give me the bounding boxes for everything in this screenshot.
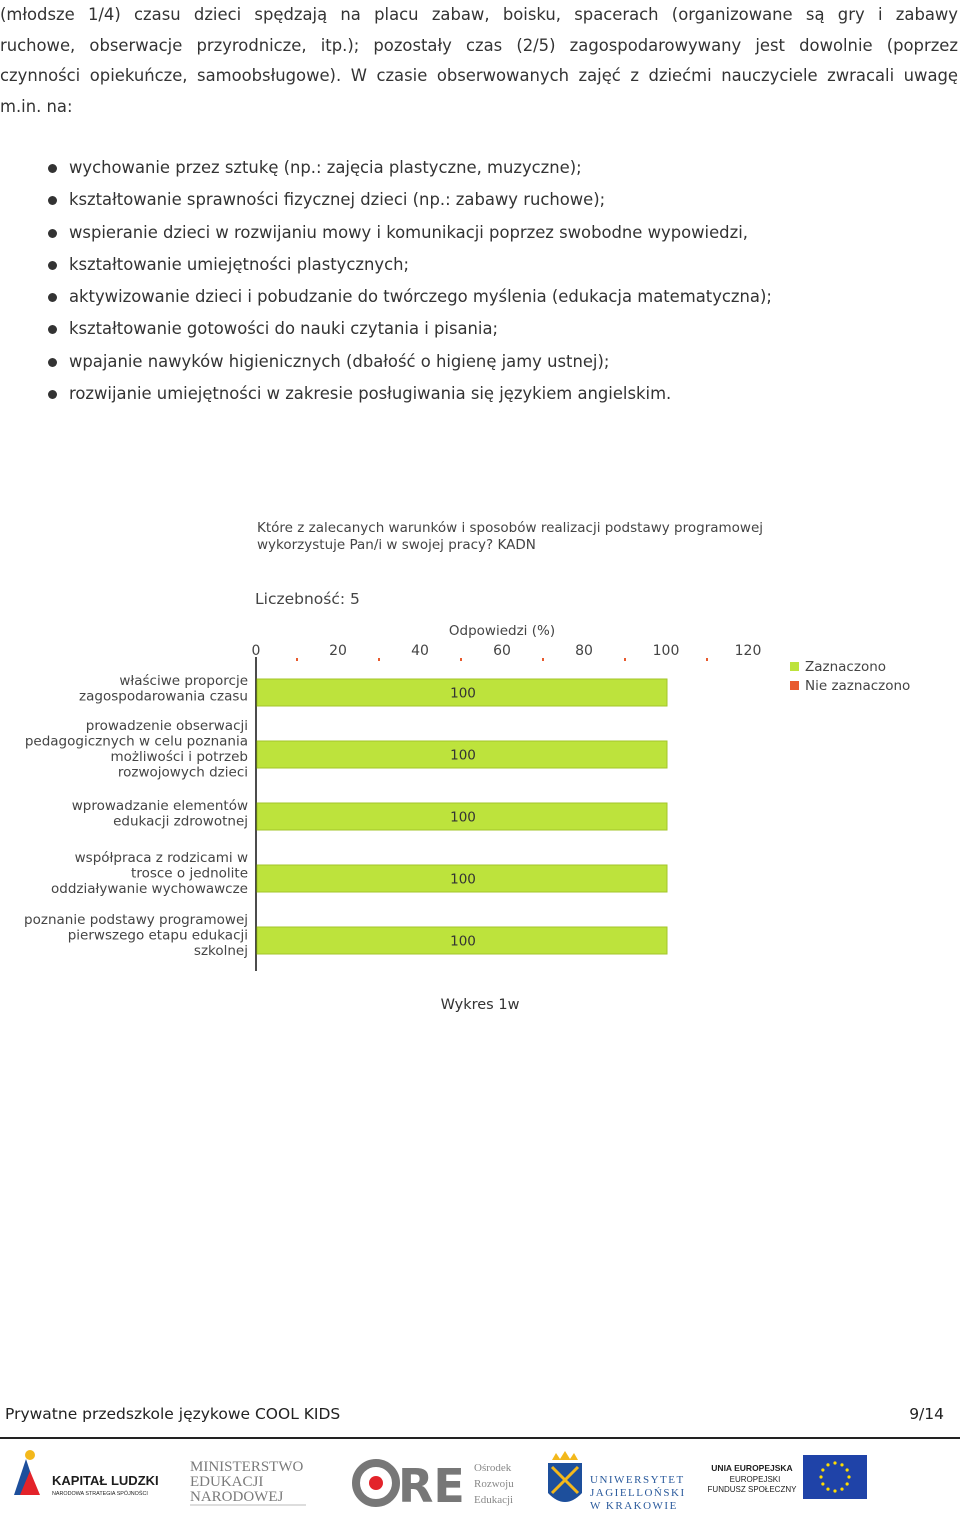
category-label-line: oddziaływanie wychowawcze	[51, 881, 248, 897]
eu-text-line: EUROPEJSKI	[729, 1475, 781, 1484]
list-item-text: wychowanie przez sztukę (np.: zajęcia plastyczne, muzyczne);	[69, 158, 582, 177]
x-tick-label: 100	[652, 643, 680, 659]
men-logo-line: NARODOWEJ	[190, 1489, 284, 1505]
ore-dot-icon	[369, 1476, 383, 1490]
eu-star-icon	[840, 1488, 843, 1491]
x-tick-label: 20	[329, 643, 347, 659]
chart-count-label: Liczebność: 5	[255, 590, 360, 608]
list-item	[0, 152, 772, 184]
chart-x-axis-title: Odpowiedzi (%)	[448, 623, 556, 639]
eu-text-line: UNIA EUROPEJSKA	[711, 1463, 793, 1473]
kapital-ludzki-text: KAPITAŁ LUDZKI	[52, 1473, 159, 1488]
category-label-line: zagospodarowania czasu	[79, 688, 248, 705]
eu-star-icon	[821, 1482, 824, 1485]
legend-swatch	[790, 662, 799, 671]
category-label-line: pedagogicznych w celu poznania	[24, 733, 248, 750]
chart-caption: Wykres 1w	[440, 997, 520, 1013]
bar-data-label: 100	[450, 871, 476, 888]
list-item-text: aktywizowanie dzieci i pobudzanie do twórczego myślenia (edukacja matematyczna);	[69, 287, 772, 307]
list-item-text: kształtowanie sprawności fizycznej dzieci (np.: zabawy ruchowe);	[69, 190, 606, 210]
eu-star-icon	[826, 1463, 829, 1466]
kapital-ludzki-subtext: NARODOWA STRATEGIA SPÓJNOŚCI	[52, 1491, 148, 1497]
bullet-icon	[48, 358, 57, 367]
bullet-icon	[48, 325, 57, 334]
list-item	[0, 378, 772, 410]
paragraph-line: czynności opiekuńcze, samoobsługowe). W czasie obserwowanych zajęć z dziećmi nauczyciele zwracali uwagę	[0, 66, 958, 85]
paragraph-line: (młodsze 1/4) czasu dzieci spędzają na placu zabaw, boisku, spacerach (organizowane są gry i zabawy	[0, 5, 958, 24]
category-label-line: szkolnej	[193, 943, 248, 959]
legend-label: Nie zaznaczono	[805, 678, 911, 694]
bullet-icon	[48, 164, 57, 173]
bar-data-label: 100	[450, 933, 476, 950]
bar-data-label: 100	[450, 685, 476, 702]
uj-text-line: UNIWERSYTET	[590, 1474, 685, 1486]
eu-text-line: FUNDUSZ SPOŁECZNY	[707, 1485, 797, 1494]
bullet-icon	[48, 196, 57, 205]
category-label-line: wprowadzanie elementów	[71, 798, 248, 814]
eu-star-icon	[840, 1463, 843, 1466]
list-item-text: rozwijanie umiejętności w zakresie posługiwania się językiem angielskim.	[69, 384, 672, 404]
eu-star-icon	[819, 1475, 822, 1478]
category-label-line: edukacji zdrowotnej	[113, 813, 248, 830]
legend-swatch	[790, 681, 799, 690]
list-item	[0, 313, 772, 345]
eu-star-icon	[846, 1482, 849, 1485]
ore-letters: RE	[398, 1459, 465, 1513]
bullet-icon	[48, 390, 57, 399]
x-tick-label: 40	[411, 643, 429, 659]
x-tick-label: 0	[251, 643, 261, 659]
kapital-ludzki-star-icon	[25, 1450, 35, 1460]
list-item-text: kształtowanie umiejętności plastycznych;	[69, 254, 409, 274]
list-item	[0, 346, 772, 378]
paragraph-line: ruchowe, obserwacje przyrodnicze, itp.); pozostały czas (2/5) zagospodarowywany jest dowolnie (poprzez	[0, 35, 958, 55]
category-label-line: możliwości i potrzeb	[110, 749, 248, 765]
ore-text-line: Ośrodek	[474, 1462, 512, 1474]
category-label-line: właściwe proporcje	[119, 673, 248, 689]
list-item	[0, 217, 772, 249]
eu-star-icon	[846, 1468, 849, 1471]
uj-crown-icon	[552, 1451, 578, 1460]
bullet-icon	[48, 261, 57, 270]
eu-star-icon	[821, 1468, 824, 1471]
bullet-icon	[48, 293, 57, 302]
ore-text-line: Rozwoju	[474, 1478, 514, 1490]
list-item	[0, 249, 772, 281]
x-tick-label: 120	[734, 643, 762, 659]
intro-paragraph	[0, 0, 958, 122]
list-item-text: kształtowanie gotowości do nauki czytania i pisania;	[69, 319, 499, 339]
uj-text-line: JAGIELLOŃSKI	[590, 1487, 686, 1499]
men-logo-line: EDUKACJI	[190, 1474, 264, 1490]
bullet-list	[0, 152, 772, 410]
category-label-line: rozwojowych dzieci	[117, 764, 248, 781]
page-number: 9/14	[909, 1405, 944, 1423]
footer-title: Prywatne przedszkole językowe COOL KIDS	[5, 1405, 341, 1423]
x-tick-label: 80	[575, 643, 593, 659]
list-item	[0, 184, 772, 216]
category-label-line: trosce o jednolite	[131, 865, 248, 882]
logo-strip	[0, 1445, 960, 1525]
bar-chart	[0, 505, 960, 985]
footer-divider	[0, 1437, 960, 1439]
category-label-line: współpraca z rodzicami w	[74, 850, 248, 866]
bar-data-label: 100	[450, 747, 476, 764]
men-logo-line: MINISTERSTWO	[190, 1459, 304, 1475]
category-label-line: prowadzenie obserwacji	[85, 718, 248, 734]
list-item	[0, 281, 772, 313]
legend-label: Zaznaczono	[805, 659, 887, 675]
eu-star-icon	[833, 1461, 836, 1464]
eu-star-icon	[833, 1489, 836, 1492]
eu-logo	[708, 1455, 867, 1499]
category-label-line: poznanie podstawy programowej	[24, 912, 248, 928]
uj-text-line: W KRAKOWIE	[590, 1500, 678, 1512]
kapital-ludzki-logo	[14, 1450, 159, 1497]
bullet-icon	[48, 229, 57, 238]
ore-logo	[356, 1459, 514, 1513]
list-item-text: wspieranie dzieci w rozwijaniu mowy i komunikacji poprzez swobodne wypowiedzi,	[69, 222, 748, 242]
paragraph-line: m.in. na:	[0, 96, 73, 116]
x-tick-label: 60	[493, 643, 511, 659]
bar-data-label: 100	[450, 809, 476, 826]
chart-title-line: Które z zalecanych warunków i sposobów realizacji podstawy programowej	[257, 520, 764, 536]
eu-star-icon	[847, 1475, 850, 1478]
ore-text-line: Edukacji	[474, 1494, 514, 1506]
category-label-line: pierwszego etapu edukacji	[67, 927, 248, 944]
eu-star-icon	[826, 1488, 829, 1491]
chart-title-line: wykorzystuje Pan/i w swojej pracy? KADN	[257, 537, 536, 553]
list-item-text: wpajanie nawyków higienicznych (dbałość o higienę jamy ustnej);	[69, 351, 610, 371]
uj-logo	[548, 1451, 686, 1512]
men-logo	[190, 1459, 306, 1505]
